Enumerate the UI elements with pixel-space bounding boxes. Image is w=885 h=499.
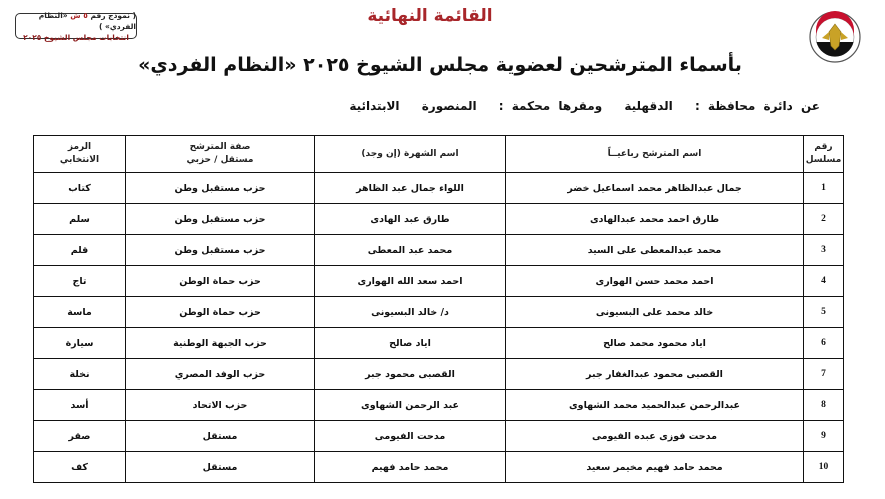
candidates-table: [33, 135, 844, 483]
full-name-cell: احمد محمد حسن الهوارى: [506, 266, 804, 297]
symbol-cell: تاج: [34, 266, 126, 297]
status-cell: حزب حماة الوطن: [126, 297, 315, 328]
header-full-name: اسم المترشح رباعيــاً: [506, 136, 804, 173]
form-number-line: [16, 10, 136, 32]
fame-name-cell: احمد سعد الله الهوارى: [315, 266, 506, 297]
full-name-cell: محمد عبدالمعطى على السيد: [506, 235, 804, 266]
status-cell: حزب مستقبل وطن: [126, 204, 315, 235]
header-serial: رقم مسلسل: [804, 136, 844, 173]
court-label: ومقرها محكمة :: [498, 99, 603, 113]
form-system: «النظام الفردي» ): [38, 10, 136, 31]
table-row: [34, 390, 844, 421]
serial-cell: 7: [804, 359, 844, 390]
symbol-cell: قلم: [34, 235, 126, 266]
status-cell: حزب مستقبل وطن: [126, 173, 315, 204]
full-name-cell: طارق احمد محمد عبدالهادى: [506, 204, 804, 235]
symbol-cell: نخلة: [34, 359, 126, 390]
status-cell: مستقل: [126, 421, 315, 452]
fame-name-cell: محمد عبد المعطى: [315, 235, 506, 266]
header-symbol: الرمز الانتخابي: [34, 136, 126, 173]
final-list-title: القائمة النهائية: [367, 6, 493, 26]
symbol-cell: سلم: [34, 204, 126, 235]
fame-name-cell: محمد حامد فهيم: [315, 452, 506, 483]
full-name-cell: عبدالرحمن عبدالحميد محمد الشهاوى: [506, 390, 804, 421]
serial-cell: 1: [804, 173, 844, 204]
serial-cell: 8: [804, 390, 844, 421]
serial-cell: 3: [804, 235, 844, 266]
serial-cell: 9: [804, 421, 844, 452]
status-cell: مستقل: [126, 452, 315, 483]
form-number: ٥ ش: [70, 10, 88, 20]
table-row: [34, 328, 844, 359]
fame-name-cell: اياد صالح: [315, 328, 506, 359]
serial-cell: 10: [804, 452, 844, 483]
page-title: بأسماء المترشحين لعضوية مجلس الشيوخ ٢٠٢٥ «النظام الفردي»: [138, 54, 742, 76]
election-name: انتخابات مجلس الشيوخ ٢٠٢٥: [23, 32, 129, 42]
table-header-row: [34, 136, 844, 173]
court-city: المنصورة: [421, 99, 477, 113]
serial-cell: 6: [804, 328, 844, 359]
full-name-cell: جمال عبدالظاهر محمد اسماعيل خضر: [506, 173, 804, 204]
fame-name-cell: طارق عبد الهادى: [315, 204, 506, 235]
table-row: [34, 266, 844, 297]
status-cell: حزب الجبهة الوطنية: [126, 328, 315, 359]
form-label: ( نموذج رقم: [90, 10, 136, 20]
eagle-emblem-icon: [808, 10, 862, 64]
full-name-cell: اياد محمود محمد صالح: [506, 328, 804, 359]
symbol-cell: أسد: [34, 390, 126, 421]
symbol-cell: كتاب: [34, 173, 126, 204]
fame-name-cell: اللواء جمال عبد الظاهر: [315, 173, 506, 204]
table-row: [34, 452, 844, 483]
serial-cell: 2: [804, 204, 844, 235]
serial-cell: 5: [804, 297, 844, 328]
header-status: صفة المترشح مستقل / حزبي: [126, 136, 315, 173]
symbol-cell: كف: [34, 452, 126, 483]
symbol-cell: سيارة: [34, 328, 126, 359]
district-info: [240, 99, 820, 113]
status-cell: حزب حماة الوطن: [126, 266, 315, 297]
governorate-label: عن دائرة محافظة :: [694, 99, 820, 113]
table-row: [34, 173, 844, 204]
fame-name-cell: مدحت الفيومى: [315, 421, 506, 452]
table-row: [34, 359, 844, 390]
fame-name-cell: عبد الرحمن الشهاوى: [315, 390, 506, 421]
status-cell: حزب الوفد المصري: [126, 359, 315, 390]
table-row: [34, 204, 844, 235]
form-number-box: [15, 10, 137, 42]
fame-name-cell: القصبى محمود جبر: [315, 359, 506, 390]
full-name-cell: القصبى محمود عبدالغفار جبر: [506, 359, 804, 390]
status-cell: حزب الاتحاد: [126, 390, 315, 421]
court-type: الابتدائية: [349, 99, 400, 113]
symbol-cell: صقر: [34, 421, 126, 452]
fame-name-cell: د/ خالد البسيونى: [315, 297, 506, 328]
full-name-cell: خالد محمد على البسيونى: [506, 297, 804, 328]
symbol-cell: ماسة: [34, 297, 126, 328]
full-name-cell: مدحت فوزى عبده الفيومى: [506, 421, 804, 452]
governorate-value: الدقهلية: [624, 99, 673, 113]
serial-cell: 4: [804, 266, 844, 297]
status-cell: حزب مستقبل وطن: [126, 235, 315, 266]
table-row: [34, 297, 844, 328]
header-fame-name: اسم الشهرة (إن وجد): [315, 136, 506, 173]
table-row: [34, 421, 844, 452]
full-name-cell: محمد حامد فهيم مخيمر سعيد: [506, 452, 804, 483]
table-row: [34, 235, 844, 266]
